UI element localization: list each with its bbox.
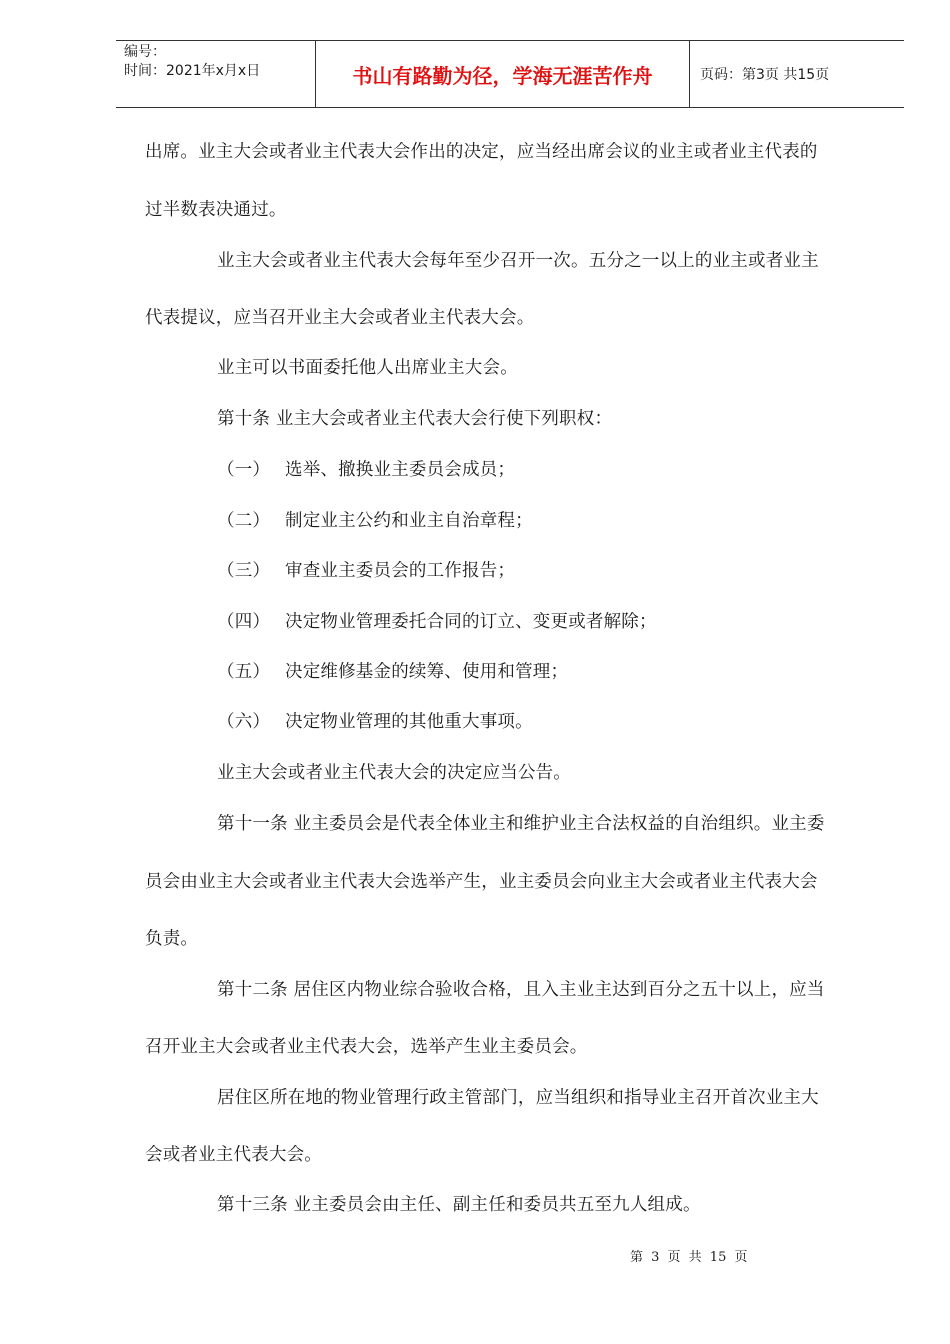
paragraph-line: 居住区所在地的物业管理行政主管部门，应当组织和指导业主召开首次业主大 [217, 1088, 819, 1108]
header-motto: 书山有路勤为径，学海无涯苦作舟 [316, 41, 690, 107]
list-item [217, 708, 533, 733]
page-header [116, 40, 904, 108]
paragraph-line: 员会由业主大会或者业主代表大会选举产生，业主委员会向业主大会或者业主代表大会 [145, 872, 818, 892]
paragraph-line: 召开业主大会或者业主代表大会，选举产生业主委员会。 [145, 1037, 588, 1057]
header-meta [116, 41, 316, 107]
list-item [217, 456, 515, 481]
list-item [217, 608, 657, 633]
list-item-number: （三） [217, 561, 271, 581]
list-item-text: 决定维修基金的续筹、使用和管理； [285, 662, 569, 682]
paragraph-line: 第十一条 业主委员会是代表全体业主和维护业主合法权益的自治组织。业主委 [217, 814, 825, 834]
page-footer: 第 3 页 共 15 页 [630, 1250, 748, 1265]
list-item-text: 决定物业管理的其他重大事项。 [285, 712, 533, 732]
list-item-number: （六） [217, 712, 271, 732]
list-item [217, 658, 568, 683]
list-item-text: 选举、撤换业主委员会成员； [285, 460, 516, 480]
paragraph-line: 过半数表决通过。 [145, 200, 287, 220]
list-item-text: 制定业主公约和业主自治章程； [285, 511, 533, 531]
article-heading: 第十条 业主大会或者业主代表大会行使下列职权： [217, 409, 613, 429]
paragraph-line: 业主可以书面委托他人出席业主大会。 [217, 358, 518, 378]
list-item [217, 557, 515, 582]
paragraph-line: 出席。业主大会或者业主代表大会作出的决定，应当经出席会议的业主或者业主代表的 [145, 142, 818, 162]
list-item-number: （四） [217, 612, 271, 632]
list-item-number: （五） [217, 662, 271, 682]
paragraph-line: 第十二条 居住区内物业综合验收合格，且入主业主达到百分之五十以上，应当 [217, 980, 825, 1000]
serial-label: 编号： [124, 44, 166, 60]
paragraph-line: 代表提议，应当召开业主大会或者业主代表大会。 [145, 308, 535, 328]
time-label: 时间：2021年x月x日 [124, 63, 261, 79]
paragraph-line: 会或者业主代表大会。 [145, 1145, 322, 1165]
header-page-info: 页码：第3页 共15页 [700, 67, 830, 83]
paragraph-line: 第十三条 业主委员会由主任、副主任和委员共五至九人组成。 [217, 1195, 701, 1215]
list-item-text: 决定物业管理委托合同的订立、变更或者解除； [285, 612, 657, 632]
paragraph-line: 负责。 [145, 929, 199, 949]
list-item [217, 507, 533, 532]
list-item-number: （一） [217, 460, 271, 480]
list-item-number: （二） [217, 511, 271, 531]
paragraph-line: 业主大会或者业主代表大会的决定应当公告。 [217, 763, 571, 783]
paragraph-line: 业主大会或者业主代表大会每年至少召开一次。五分之一以上的业主或者业主 [217, 251, 819, 271]
list-item-text: 审查业主委员会的工作报告； [285, 561, 516, 581]
